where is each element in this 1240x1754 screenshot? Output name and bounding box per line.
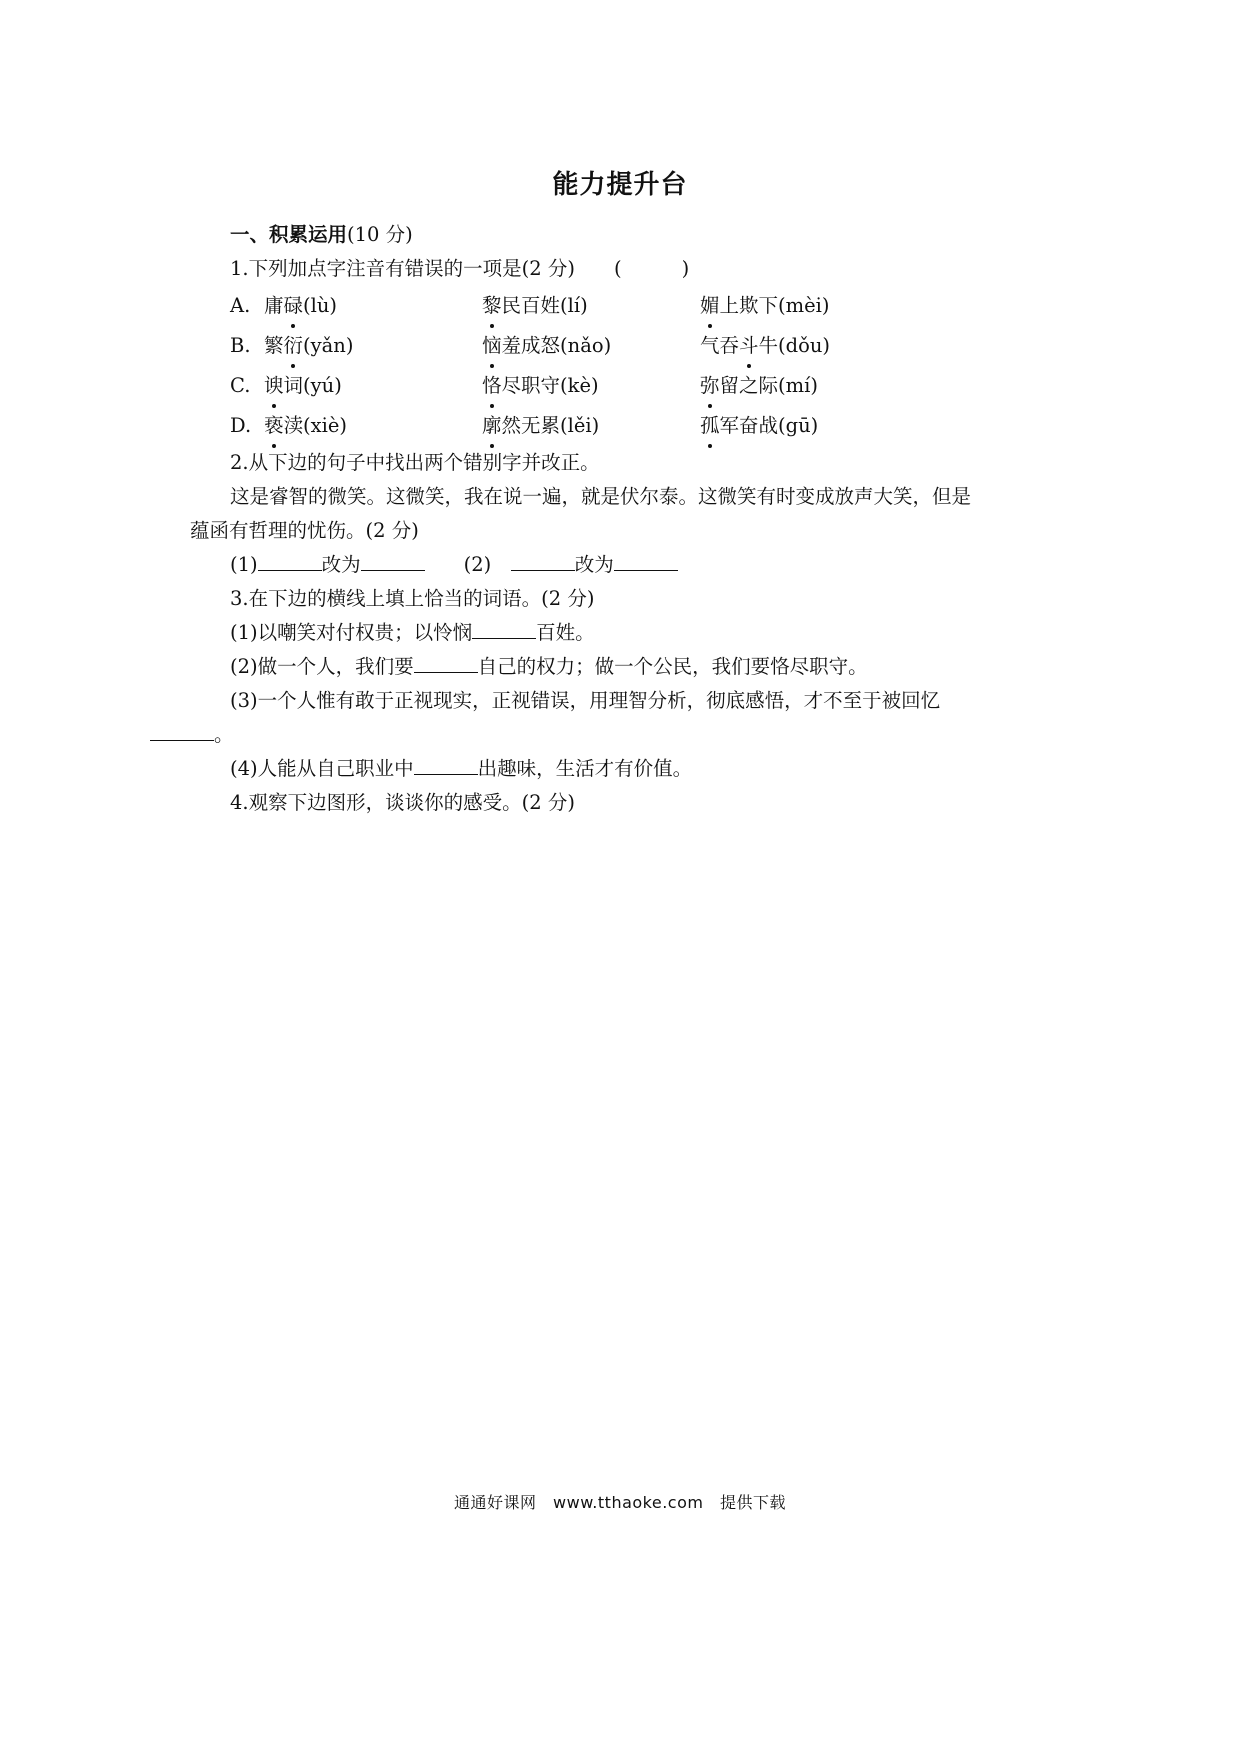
answer-1-wrong-blank[interactable] [258,549,322,571]
option-term [482,409,700,443]
section-heading [190,218,1060,252]
question-3-item-2 [190,650,1060,684]
item-text: (3)一个人惟有敢于正视现实，正视错误，用理智分析，彻底感悟，才不至于被回忆 [230,689,941,712]
item-text: 自己的权力；做一个公民，我们要恪尽职守。 [477,655,868,678]
question-3-item-3 [190,684,1060,752]
option-row[interactable] [230,366,1060,406]
term-text: 民百姓 [501,294,561,317]
answer-2-wrong-blank[interactable] [511,549,575,571]
question-4-stem: 4.观察下边图形，谈谈你的感受。(2 分) [230,791,575,814]
emphasized-char: 亵 [264,409,284,443]
change-to-label: 改为 [321,553,361,576]
emphasized-char: 斗 [739,329,759,363]
pinyin: (xiè) [303,414,348,437]
item-text: 出趣味，生活才有价值。 [477,757,693,780]
option-label: A. [230,294,251,317]
term-text: 上欺下 [719,294,779,317]
option-label: D. [230,414,252,437]
item-text: 百姓。 [536,621,595,644]
emphasized-char: 黎 [482,289,502,323]
change-to-label: 改为 [574,553,614,576]
question-2-stem: 2.从下边的句子中找出两个错别字并改正。 [230,451,600,474]
question-2-answer-row [190,548,1060,582]
question-1-stem [190,252,1060,286]
answer-1-correct-blank[interactable] [361,549,425,571]
option-term [482,369,700,403]
question-2-passage [190,480,1060,548]
term-text: 气吞 [700,334,740,357]
emphasized-char: 孤 [700,409,720,443]
option-term [700,369,900,403]
section-points: (10 分) [347,223,413,246]
term-text: 然无累 [501,414,561,437]
question-3-item-4 [190,752,1060,786]
term-text: 庸 [264,294,284,317]
pinyin: (lěi) [560,414,600,437]
pinyin: (yú) [303,374,342,397]
pinyin: (lù) [303,294,338,317]
emphasized-char: 衍 [284,329,304,363]
term-text: 军奋战 [719,414,779,437]
emphasized-char: 恪 [482,369,502,403]
answer-2-label: (2) [463,553,492,576]
option-term [264,409,482,443]
option-term [482,289,700,323]
emphasized-char: 弥 [700,369,720,403]
fill-blank[interactable] [414,753,478,775]
option-term [264,329,482,363]
answer-2-correct-blank[interactable] [614,549,678,571]
option-label: C. [230,374,251,397]
answer-1-label: (1) [230,553,258,576]
pinyin: (dǒu) [778,334,831,357]
pinyin: (yǎn) [303,334,354,357]
option-row[interactable] [230,286,1060,326]
option-term [482,329,700,363]
pinyin: (mèi) [778,294,830,317]
page-title: 能力提升台 [552,170,688,200]
fill-blank[interactable] [150,719,214,741]
emphasized-char: 廓 [482,409,502,443]
pinyin: (gū) [778,414,819,437]
question-3-item-1 [190,616,1060,650]
item-text: 。 [214,723,234,746]
option-term [700,289,900,323]
term-text: 词 [283,374,304,397]
item-text: (1)以嘲笑对付权贵；以怜悯 [230,621,473,644]
term-text: 留之际 [719,374,779,397]
term-text: 牛 [758,334,779,357]
option-label: B. [230,334,251,357]
item-text: (4)人能从自己职业中 [230,757,414,780]
emphasized-char: 媚 [700,289,720,323]
pinyin: (nǎo) [560,334,612,357]
term-text: 繁 [264,334,284,357]
fill-blank[interactable] [472,617,536,639]
option-term [264,369,482,403]
emphasized-char: 恼 [482,329,502,363]
question-1-text: 1.下列加点字注音有错误的一项是(2 分) [230,257,575,280]
passage-line-2: 蕴函有哲理的忧伤。(2 分) [190,519,419,542]
answer-paren-close: ) [681,257,690,280]
emphasized-char: 碌 [284,289,304,323]
pinyin: (lí) [560,294,588,317]
term-text: 渎 [283,414,304,437]
option-term [264,289,482,323]
term-text: 羞成怒 [501,334,561,357]
section-title: 一、积累运用 [230,223,348,246]
term-text: 尽职守 [501,374,561,397]
fill-blank[interactable] [414,651,478,673]
worksheet-body [190,218,1060,820]
footer-source: 通通好课网 www.tthaoke.com 提供下载 [454,1493,786,1512]
pinyin: (mí) [778,374,818,397]
item-text: (2)做一个人，我们要 [230,655,414,678]
option-term [700,409,900,443]
option-row[interactable] [230,406,1060,446]
passage-line-1: 这是睿智的微笑。这微笑，我在说一遍，就是伏尔泰。这微笑有时变成放声大笑，但是 [230,485,972,508]
question-3-stem: 3.在下边的横线上填上恰当的词语。(2 分) [230,587,595,610]
question-1-options [190,286,1060,446]
option-term [700,329,900,363]
pinyin: (kè) [560,374,599,397]
answer-paren-open: ( [613,257,622,280]
emphasized-char: 谀 [264,369,284,403]
option-row[interactable] [230,326,1060,366]
